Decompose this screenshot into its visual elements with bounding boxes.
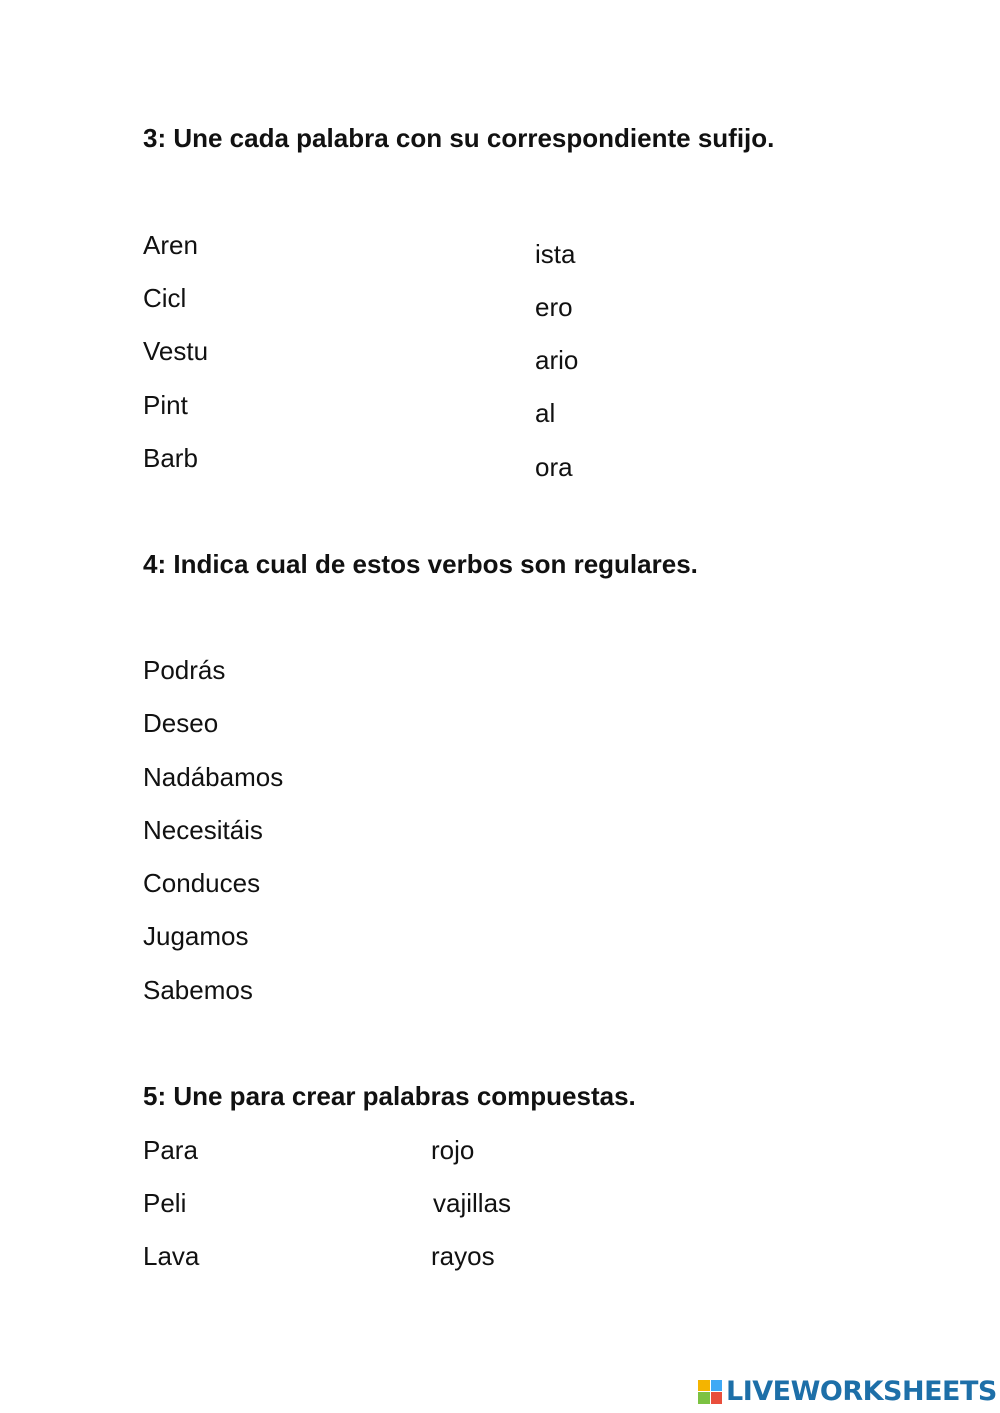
exercise-3-root: Barb [143,443,198,473]
exercise-3-suffix: al [535,398,556,428]
logo-text: LIVEWORKSHEETS [726,1376,997,1407]
exercise-5-title: 5: Une para crear palabras compuestas. [143,1081,636,1111]
liveworksheets-logo [698,1378,997,1405]
liveworksheets-logo-icon [698,1380,722,1404]
exercise-5-first-part: Peli [143,1188,187,1218]
exercise-4-verb: Podrás [143,655,226,685]
exercise-4-verb: Deseo [143,708,219,738]
exercise-3-suffix: ista [535,239,576,269]
exercise-5-second-part: rayos [431,1241,495,1271]
exercise-4-verb: Necesitáis [143,815,263,845]
exercise-3-root: Pint [143,390,188,420]
exercise-4-verb: Conduces [143,868,261,898]
exercise-5-second-part: vajillas [433,1188,512,1218]
exercise-3-suffix: ario [535,345,579,375]
exercise-4-verb: Jugamos [143,921,249,951]
exercise-5-first-part: Para [143,1135,198,1165]
exercise-3-suffix: ora [535,452,573,482]
exercise-3-root: Cicl [143,283,187,313]
exercise-3-title: 3: Une cada palabra con su correspondiente sufijo. [143,123,775,153]
exercise-4-title: 4: Indica cual de estos verbos son regulares. [143,549,698,579]
exercise-5-second-part: rojo [431,1135,475,1165]
exercise-4-verb: Nadábamos [143,762,284,792]
exercise-3-suffix: ero [535,292,573,322]
exercise-5-first-part: Lava [143,1241,200,1271]
exercise-4-verb: Sabemos [143,975,253,1005]
exercise-3-root: Aren [143,230,198,260]
exercise-3-root: Vestu [143,336,209,366]
